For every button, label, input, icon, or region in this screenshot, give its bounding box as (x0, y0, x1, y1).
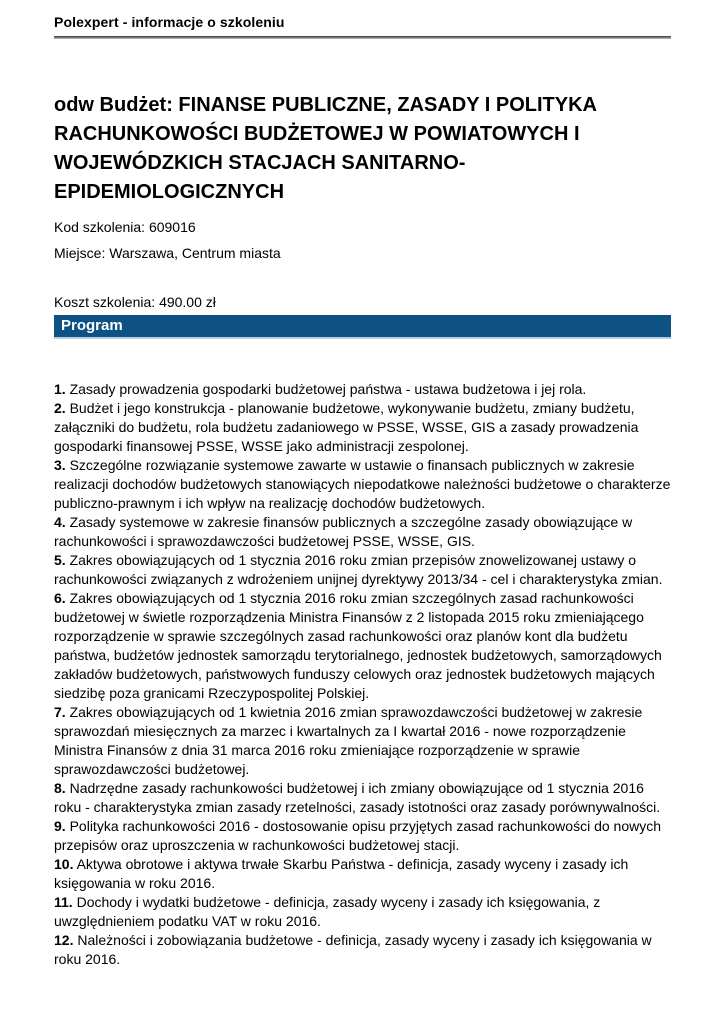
program-item-text: Zakres obowiązujących od 1 stycznia 2016 roku zmian szczególnych zasad rachunkowości budżetowej w świetle rozporządzenia Ministra Finansów z 2 listopada 2015 roku zmieniającego rozporządzenie w sprawie szczególnych zasad rachunkowości oraz planów kont dla budżetu państwa, budżetów jednostek samorządu terytorialnego, jednostek budżetowych, samorządowych zakładów budżetowych, państwowych funduszy celowych oraz jednostek budżetowych mających siedzibę poza granicami Rzeczypospolitej Polskiej. (54, 590, 662, 701)
program-item (54, 931, 671, 969)
program-item-text: Zakres obowiązujących od 1 stycznia 2016 roku zmian przepisów znowelizowanej ustawy o rachunkowości związanych z wdrożeniem unijnej dyrektywy 2013/34 - cel i charakterystyka zmian. (54, 552, 663, 587)
course-code (54, 220, 671, 235)
program-item-number: 11. (54, 894, 73, 910)
program-item-text: Dochody i wydatki budżetowe - definicja, zasady wyceny i zasady ich księgowania, z uwzględnieniem podatku VAT w roku 2016. (54, 894, 601, 929)
course-location (54, 246, 671, 261)
program-section-header: Program (54, 315, 671, 339)
program-item-text: Szczególne rozwiązanie systemowe zawarte w ustawie o finansach publicznych w zakresie realizacji dochodów budżetowych stanowiących niepodatkowe należności budżetowe o charakterze publiczno-prawnym i ich wpływ na realizację dochodów budżetowych. (54, 457, 671, 511)
course-title: odw Budżet: FINANSE PUBLICZNE, ZASADY I POLITYKA RACHUNKOWOŚCI BUDŻETOWEJ W POWIATOWYCH I WOJEWÓDZKICH STACJACH SANITARNO-EPIDEMIOLOGICZNYCH (54, 94, 597, 203)
program-item-number: 10. (54, 856, 74, 872)
program-item-text: Nadrzędne zasady rachunkowości budżetowej i ich zmiany obowiązujące od 1 stycznia 2016 roku - charakterystyka zmian zasady rzetelności, zasady istotności oraz zasady porównywalności. (54, 780, 661, 815)
program-item-text: Zasady systemowe w zakresie finansów publicznych a szczególne zasady obowiązujące w rachunkowości i sprawozdawczości budżetowej PSSE, WSSE, GIS. (54, 514, 633, 549)
program-item-number: 6. (54, 590, 66, 606)
program-item (54, 399, 671, 456)
program-item (54, 456, 671, 513)
program-item (54, 380, 671, 399)
page-header-title: Polexpert - informacje o szkoleniu (54, 14, 285, 30)
program-item (54, 703, 671, 779)
program-item (54, 893, 671, 931)
course-cost-value: 490.00 zł (159, 294, 216, 310)
course-location-value: Warszawa, Centrum miasta (109, 245, 281, 261)
program-item-text: Zakres obowiązujących od 1 kwietnia 2016 zmian sprawozdawczości budżetowej w zakresie sprawozdań miesięcznych za marzec i kwartalnych za I kwartał 2016 - nowe rozporządzenie Ministra Finansów z dnia 31 marca 2016 roku zmieniające rozporządzenie w sprawie sprawozdawczości budżetowej. (54, 704, 643, 777)
program-item-text: Polityka rachunkowości 2016 - dostosowanie opisu przyjętych zasad rachunkowości do nowych przepisów oraz uproszczenia w rachunkowości budżetowej stacji. (54, 818, 662, 853)
program-item-number: 9. (54, 818, 66, 834)
program-item (54, 817, 671, 855)
program-item (54, 513, 671, 551)
program-item-number: 4. (54, 514, 66, 530)
program-item-number: 7. (54, 704, 66, 720)
program-item (54, 551, 671, 589)
program-item-text: Należności i zobowiązania budżetowe - definicja, zasady wyceny i zasady ich księgowania w roku 2016. (54, 932, 652, 967)
course-code-value: 609016 (148, 219, 196, 235)
program-list (54, 380, 671, 969)
course-location-label: Miejsce: (54, 245, 106, 261)
program-item (54, 855, 671, 893)
program-item (54, 779, 671, 817)
program-item-number: 5. (54, 552, 66, 568)
header-divider (54, 36, 671, 39)
program-item (54, 589, 671, 703)
program-item-text: Aktywa obrotowe i aktywa trwałe Skarbu Państwa - definicja, zasady wyceny i zasady ich księgowania w roku 2016. (54, 856, 629, 891)
program-item-number: 12. (54, 932, 74, 948)
course-cost (54, 295, 671, 310)
program-item-number: 8. (54, 780, 66, 796)
program-item-text: Zasady prowadzenia gospodarki budżetowej państwa - ustawa budżetowa i jej rola. (69, 381, 587, 397)
program-item-number: 2. (54, 400, 66, 416)
program-item-number: 3. (54, 457, 66, 473)
course-code-label: Kod szkolenia: (54, 219, 146, 235)
program-item-text: Budżet i jego konstrukcja - planowanie budżetowe, wykonywanie budżetu, zmiany budżetu, załączniki do budżetu, rola budżetu zadaniowego w PSSE, WSSE, GIS a zasady prowadzenia gospodarki finansowej PSSE, WSSE jako administracji zespolonej. (54, 400, 639, 454)
course-cost-label: Koszt szkolenia: (54, 294, 156, 310)
program-item-number: 1. (54, 381, 66, 397)
